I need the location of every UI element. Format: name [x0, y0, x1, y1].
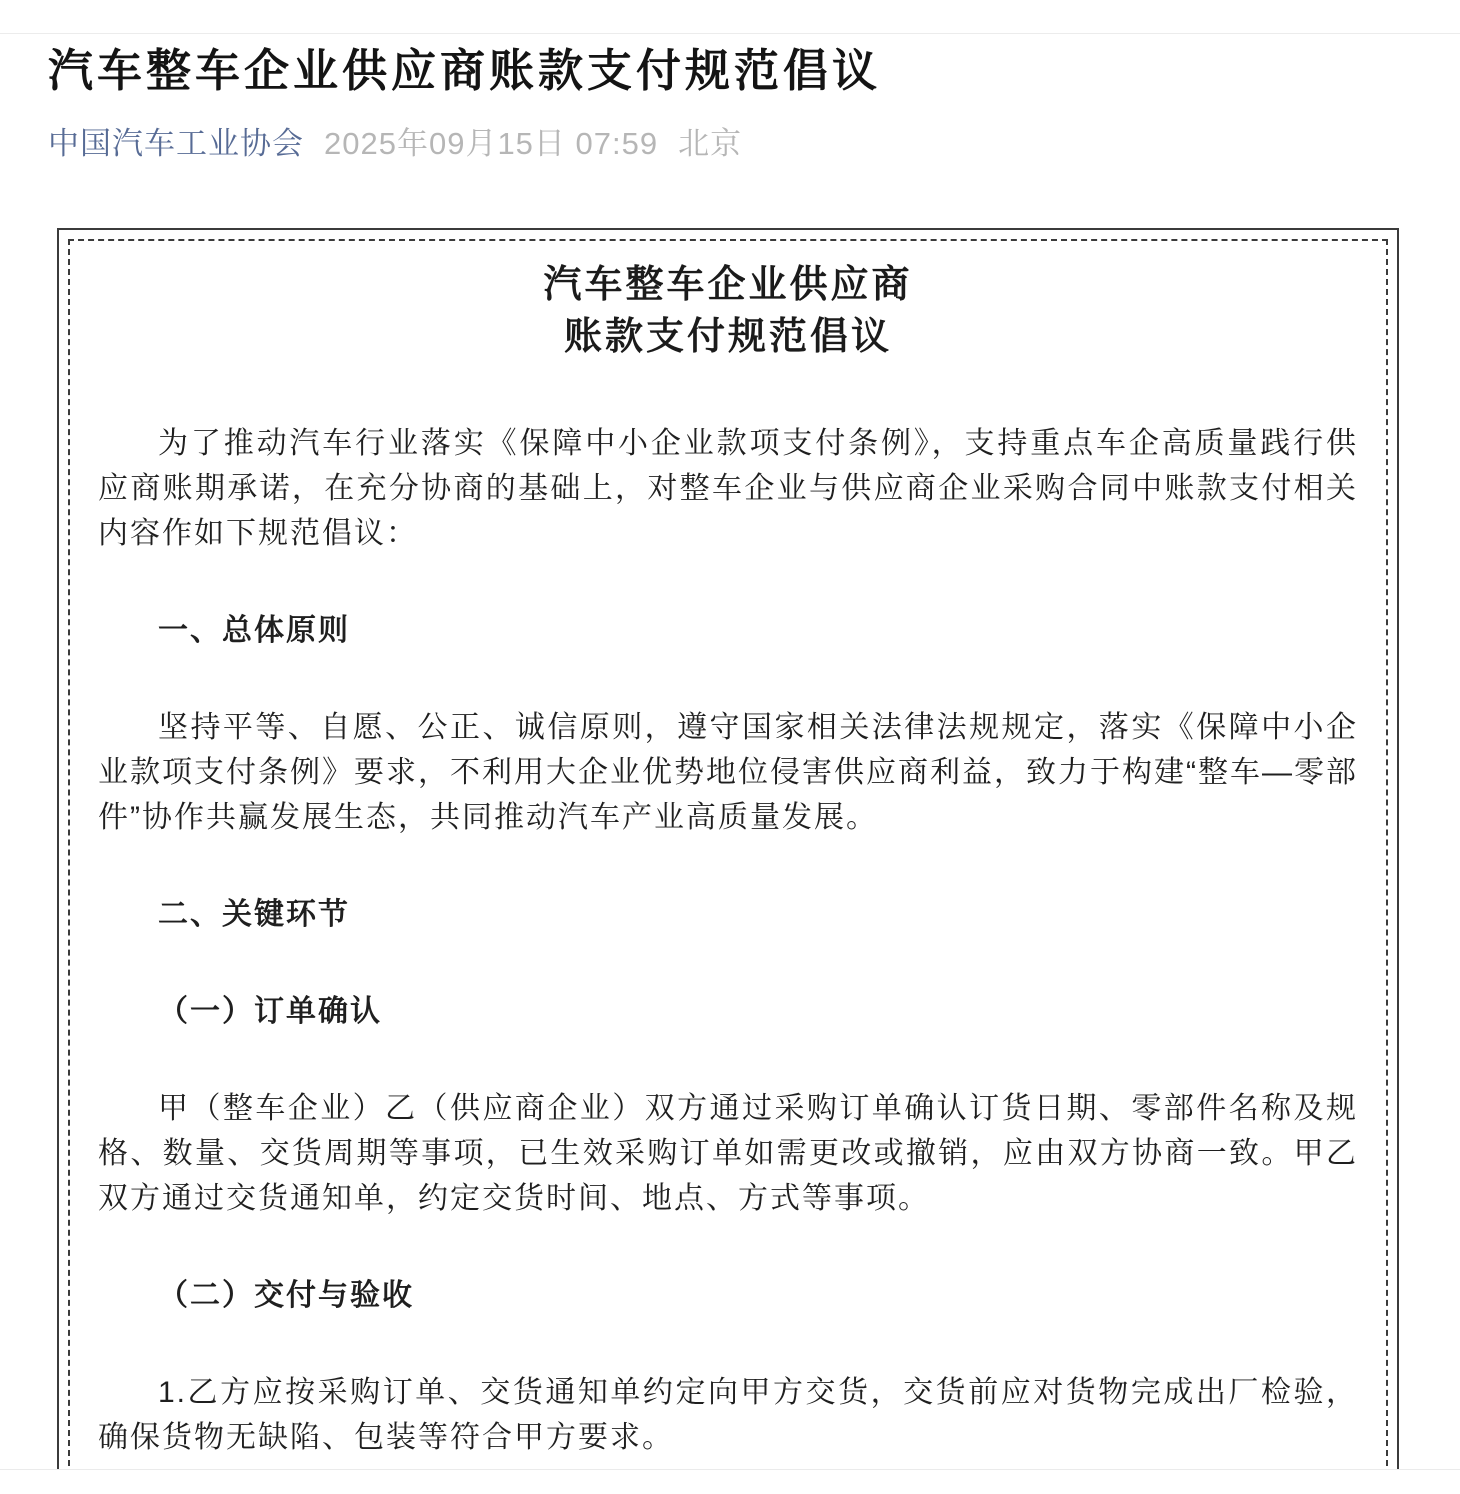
document-title [98, 259, 1358, 363]
document-title-line-1: 汽车整车企业供应商 [543, 264, 913, 306]
publish-datetime: 2025年09月15日 07:59 [324, 126, 659, 161]
byline [48, 126, 1412, 162]
account-link[interactable]: 中国汽车工业协会 [48, 126, 304, 161]
bottom-cutoff [0, 1469, 1460, 1494]
doc-heading-order-confirmation: （一）订单确认 [158, 995, 382, 1028]
doc-paragraph-delivery-acceptance: 1.乙方应按采购订单、交货通知单约定向甲方交货，交货前应对货物完成出厂检验，确保货物无缺陷、包装等符合甲方要求。 [98, 1376, 1358, 1454]
doc-paragraph-general-principles: 坚持平等、自愿、公正、诚信原则，遵守国家相关法律法规规定，落实《保障中小企业款项支付条例》要求，不利用大企业优势地位侵害供应商利益，致力于构建“整车—零部件”协作共赢发展生态，共同推动汽车产业高质量发展。 [98, 711, 1358, 834]
top-divider [0, 0, 1460, 34]
article-body [0, 42, 1460, 1494]
doc-paragraph-intro: 为了推动汽车行业落实《保障中小企业款项支付条例》，支持重点车企高质量践行供应商账期承诺，在充分协商的基础上，对整车企业与供应商企业采购合同中账款支付相关内容作如下规范倡议： [98, 427, 1358, 550]
page-title: 汽车整车企业供应商账款支付规范倡议 [48, 45, 882, 96]
doc-heading-key-links: 二、关键环节 [158, 898, 350, 931]
document-title-line-2: 账款支付规范倡议 [563, 316, 892, 358]
doc-paragraph-order-confirmation: 甲（整车企业）乙（供应商企业）双方通过采购订单确认订货日期、零部件名称及规格、数量、交货周期等事项，已生效采购订单如需更改或撤销，应由双方协商一致。甲乙双方通过交货通知单，约定交货时间、地点、方式等事项。 [98, 1092, 1358, 1215]
document-box [57, 228, 1399, 1494]
document-dashed-box [68, 239, 1388, 1486]
doc-heading-general-principles: 一、总体原则 [158, 614, 350, 647]
doc-heading-delivery-acceptance: （二）交付与验收 [158, 1279, 414, 1312]
publish-location: 北京 [678, 126, 743, 161]
